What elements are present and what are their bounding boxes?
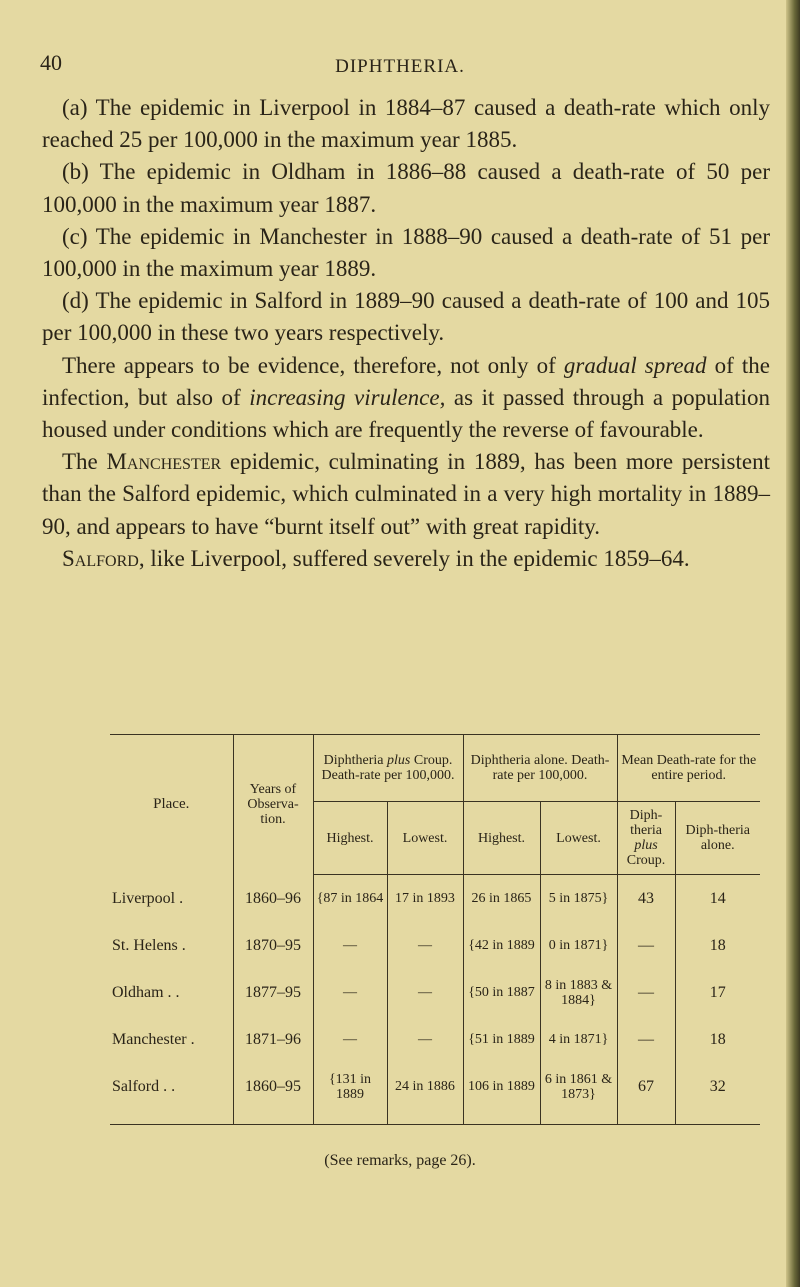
text: Croup. Death-rate per 100,000. <box>321 753 455 783</box>
text: Croup. <box>626 853 666 868</box>
paragraph-salford <box>42 543 770 575</box>
text: Diph-theria <box>629 808 663 838</box>
cell-dpc-low: — <box>387 1016 463 1063</box>
cell-mean-da: 18 <box>675 922 760 969</box>
italic-text: gradual spread <box>563 352 707 378</box>
cell-mean-dpc: — <box>617 969 675 1016</box>
cell-years: 1870–95 <box>233 922 313 969</box>
cell-place: St. Helens . <box>112 937 186 954</box>
paragraph-evidence <box>42 350 770 447</box>
header-mean-dpc <box>617 802 675 875</box>
paragraph-a: (a) The epidemic in Liverpool in 1884–87 caused a death-rate which only reached 25 per 100,000 in the maximum year 1885. <box>42 95 770 153</box>
cell-dpc-low: — <box>387 922 463 969</box>
cell-dpc-high: — <box>313 969 387 1016</box>
header-dpc-lowest: Lowest. <box>387 802 463 875</box>
text: The <box>62 449 107 475</box>
small-caps-text: Manchester <box>106 449 222 475</box>
paragraph-d: (d) The epidemic in Salford in 1889–90 caused a death-rate of 100 and 105 per 100,000 in these two years respectively. <box>42 288 770 346</box>
book-binding-edge <box>786 0 800 1287</box>
cell-mean-da: 14 <box>675 875 760 923</box>
cell-da-high: 106 in 1889 <box>463 1063 540 1125</box>
italic-text: increasing virulence, <box>249 384 446 410</box>
cell-da-high: 26 in 1865 <box>463 875 540 923</box>
header-da-highest: Highest. <box>463 802 540 875</box>
text: of the infection, but also of <box>42 352 770 410</box>
cell-da-low: 6 in 1861 & 1873} <box>540 1063 617 1125</box>
italic-text: plus <box>387 753 411 768</box>
cell-dpc-high: {87 in 1864 <box>313 875 387 923</box>
paragraph-manchester <box>42 446 770 543</box>
body-text <box>42 92 770 575</box>
cell-da-low: 0 in 1871} <box>540 922 617 969</box>
table-row <box>110 875 760 923</box>
italic-text: plus <box>634 838 658 853</box>
text: epidemic, culminating in 1889, has been more persistent than the Salford epidemic, which culminated in a very high mortality in 1889–90, and appears to have “burnt itself out” with great rapidity. <box>42 449 770 539</box>
cell-da-low: 5 in 1875} <box>540 875 617 923</box>
table-row <box>110 922 760 969</box>
cell-years: 1871–96 <box>233 1016 313 1063</box>
header-diphtheria-alone: Diphtheria alone. Death-rate per 100,000. <box>463 735 617 802</box>
cell-da-high: {42 in 1889 <box>463 922 540 969</box>
text: as it passed through a population housed under conditions which are frequently the reverse of favourable. <box>42 384 770 443</box>
cell-da-high: {50 in 1887 <box>463 969 540 1016</box>
cell-da-low: 4 in 1871} <box>540 1016 617 1063</box>
header-dpc-highest: Highest. <box>313 802 387 875</box>
cell-da-low: 8 in 1883 & 1884} <box>540 969 617 1016</box>
cell-place: Liverpool . <box>112 889 184 907</box>
header-years: Years of Observa-tion. <box>233 735 313 875</box>
cell-dpc-low: 24 in 1886 <box>387 1063 463 1125</box>
running-head: DIPHTHERIA. <box>335 56 465 77</box>
death-rate-table <box>110 734 760 1125</box>
cell-mean-da: 17 <box>675 969 760 1016</box>
cell-dpc-high: — <box>313 1016 387 1063</box>
cell-dpc-high: {131 in 1889 <box>313 1063 387 1125</box>
text: There appears to be evidence, therefore, not only of <box>62 352 564 378</box>
cell-place: Salford . . <box>110 1063 233 1125</box>
cell-mean-dpc: 43 <box>617 875 675 923</box>
cell-mean-dpc: — <box>617 922 675 969</box>
small-caps-text: Salford <box>62 545 139 571</box>
paragraph-c: (c) The epidemic in Manchester in 1888–90 caused a death-rate of 51 per 100,000 in the maximum year 1889. <box>42 223 770 282</box>
paragraph-b: (b) The epidemic in Oldham in 1886–88 caused a death-rate of 50 per 100,000 in the maximum year 1887. <box>42 159 770 217</box>
cell-da-high: {51 in 1889 <box>463 1016 540 1063</box>
cell-dpc-low: — <box>387 969 463 1016</box>
cell-dpc-low: 17 in 1893 <box>387 875 463 923</box>
text: , like Liverpool, suffered severely in the epidemic 1859–64. <box>138 545 690 571</box>
cell-mean-dpc: — <box>617 1016 675 1063</box>
cell-mean-da: 18 <box>675 1016 760 1063</box>
cell-place: Manchester . <box>112 1031 195 1048</box>
table-row <box>110 1063 760 1125</box>
cell-years: 1860–95 <box>233 1063 313 1125</box>
cell-mean-da: 32 <box>675 1063 760 1125</box>
cell-dpc-high: — <box>313 922 387 969</box>
table-row <box>110 969 760 1016</box>
cell-mean-dpc: 67 <box>617 1063 675 1125</box>
text: Diphtheria <box>323 753 388 768</box>
cell-place: Oldham . . <box>112 984 180 1001</box>
header-place: Place. <box>110 735 233 875</box>
cell-years: 1877–95 <box>233 969 313 1016</box>
header-mean-death-rate: Mean Death-rate for the entire period. <box>617 735 760 802</box>
header-mean-da: Diph-theria alone. <box>675 802 760 875</box>
page-number: 40 <box>40 50 62 75</box>
cell-years: 1860–96 <box>233 875 313 923</box>
table-row <box>110 1016 760 1063</box>
header-da-lowest: Lowest. <box>540 802 617 875</box>
header-diphtheria-plus-croup <box>313 735 463 802</box>
footnote: (See remarks, page 26). <box>324 1152 476 1169</box>
